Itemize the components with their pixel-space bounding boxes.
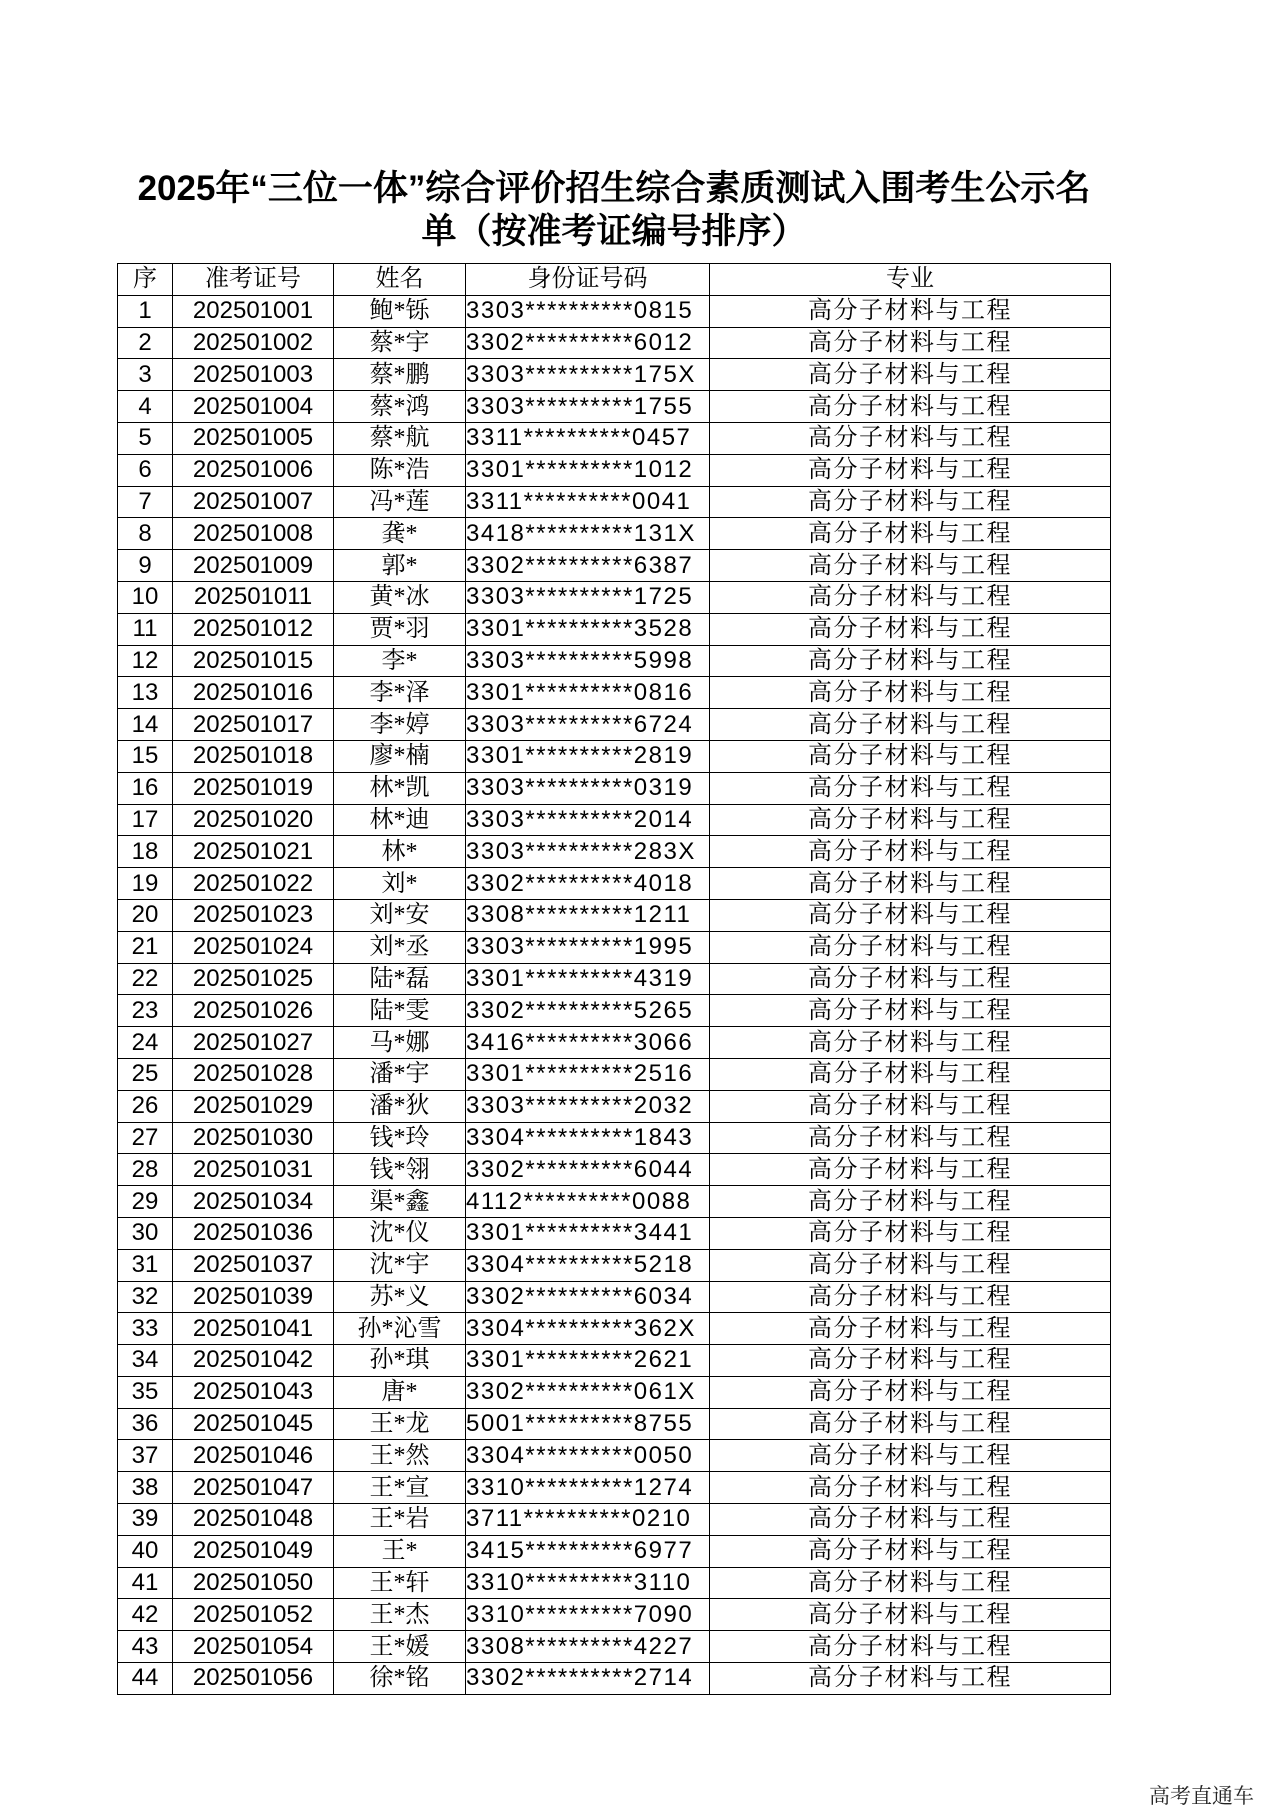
cell-seq: 32 (118, 1281, 173, 1313)
cell-major: 高分子材料与工程 (710, 1376, 1111, 1408)
cell-major: 高分子材料与工程 (710, 1313, 1111, 1345)
cell-id-number: 3303**********283X (466, 836, 710, 868)
page-title-line: 2025年“三位一体”综合评价招生综合素质测试入围考生公示名 (137, 169, 1091, 208)
table-row (118, 422, 1111, 454)
table-row (118, 1217, 1111, 1249)
cell-id-number: 3301**********3441 (466, 1217, 710, 1249)
cell-exam-id: 202501004 (173, 391, 334, 423)
cell-exam-id: 202501020 (173, 804, 334, 836)
cell-id-number: 3301**********2819 (466, 740, 710, 772)
cell-exam-id: 202501046 (173, 1440, 334, 1472)
cell-seq: 9 (118, 550, 173, 582)
cell-id-number: 3302**********2714 (466, 1663, 710, 1695)
cell-exam-id: 202501007 (173, 486, 334, 518)
cell-id-number: 3303**********1995 (466, 931, 710, 963)
table-row (118, 899, 1111, 931)
cell-id-number: 3311**********0041 (466, 486, 710, 518)
footer-source-label: 高考直通车 (1149, 1785, 1254, 1808)
cell-seq: 21 (118, 931, 173, 963)
cell-name: 唐* (334, 1376, 466, 1408)
table-row (118, 1281, 1111, 1313)
cell-name: 蔡*宇 (334, 327, 466, 359)
table-row (118, 1631, 1111, 1663)
cell-major: 高分子材料与工程 (710, 1186, 1111, 1218)
cell-name: 孙*琪 (334, 1345, 466, 1377)
cell-exam-id: 202501017 (173, 709, 334, 741)
cell-exam-id: 202501050 (173, 1567, 334, 1599)
cell-major: 高分子材料与工程 (710, 963, 1111, 995)
header-exam-id: 准考证号 (173, 264, 334, 296)
cell-seq: 36 (118, 1408, 173, 1440)
cell-name: 王*杰 (334, 1599, 466, 1631)
cell-id-number: 3304**********0050 (466, 1440, 710, 1472)
cell-exam-id: 202501026 (173, 995, 334, 1027)
cell-name: 冯*莲 (334, 486, 466, 518)
header-name: 姓名 (334, 264, 466, 296)
table-row (118, 804, 1111, 836)
cell-major: 高分子材料与工程 (710, 677, 1111, 709)
cell-seq: 37 (118, 1440, 173, 1472)
cell-exam-id: 202501022 (173, 868, 334, 900)
cell-name: 王*宣 (334, 1472, 466, 1504)
cell-exam-id: 202501030 (173, 1122, 334, 1154)
cell-major: 高分子材料与工程 (710, 391, 1111, 423)
cell-name: 李*泽 (334, 677, 466, 709)
cell-exam-id: 202501031 (173, 1154, 334, 1186)
cell-seq: 10 (118, 581, 173, 613)
cell-major: 高分子材料与工程 (710, 931, 1111, 963)
header-id-number: 身份证号码 (466, 264, 710, 296)
table-row (118, 550, 1111, 582)
table-row (118, 1376, 1111, 1408)
cell-seq: 35 (118, 1376, 173, 1408)
cell-seq: 14 (118, 709, 173, 741)
table-row (118, 1186, 1111, 1218)
cell-id-number: 3310**********7090 (466, 1599, 710, 1631)
cell-name: 郭* (334, 550, 466, 582)
table-row (118, 1408, 1111, 1440)
cell-exam-id: 202501021 (173, 836, 334, 868)
table-row (118, 1535, 1111, 1567)
table-row (118, 740, 1111, 772)
table-row (118, 1567, 1111, 1599)
cell-seq: 20 (118, 899, 173, 931)
cell-major: 高分子材料与工程 (710, 1058, 1111, 1090)
table-row (118, 1122, 1111, 1154)
table-row (118, 1027, 1111, 1059)
table-row (118, 581, 1111, 613)
cell-exam-id: 202501025 (173, 963, 334, 995)
table-row (118, 1154, 1111, 1186)
cell-major: 高分子材料与工程 (710, 1090, 1111, 1122)
cell-major: 高分子材料与工程 (710, 550, 1111, 582)
cell-id-number: 3303**********2014 (466, 804, 710, 836)
cell-exam-id: 202501028 (173, 1058, 334, 1090)
cell-seq: 41 (118, 1567, 173, 1599)
cell-seq: 39 (118, 1504, 173, 1536)
cell-name: 沈*宇 (334, 1249, 466, 1281)
cell-seq: 15 (118, 740, 173, 772)
cell-id-number: 3302**********5265 (466, 995, 710, 1027)
cell-id-number: 3308**********1211 (466, 899, 710, 931)
cell-id-number: 3303**********1725 (466, 581, 710, 613)
cell-major: 高分子材料与工程 (710, 1217, 1111, 1249)
cell-name: 李* (334, 645, 466, 677)
cell-name: 蔡*鹏 (334, 359, 466, 391)
cell-name: 潘*宇 (334, 1058, 466, 1090)
cell-id-number: 3302**********6034 (466, 1281, 710, 1313)
table-row (118, 645, 1111, 677)
cell-name: 王*岩 (334, 1504, 466, 1536)
cell-major: 高分子材料与工程 (710, 327, 1111, 359)
cell-id-number: 3302**********061X (466, 1376, 710, 1408)
cell-exam-id: 202501047 (173, 1472, 334, 1504)
cell-name: 徐*铭 (334, 1663, 466, 1695)
table-row (118, 931, 1111, 963)
cell-exam-id: 202501041 (173, 1313, 334, 1345)
cell-id-number: 4112**********0088 (466, 1186, 710, 1218)
cell-major: 高分子材料与工程 (710, 1122, 1111, 1154)
cell-name: 林*凯 (334, 772, 466, 804)
cell-exam-id: 202501011 (173, 581, 334, 613)
table-row (118, 1090, 1111, 1122)
cell-exam-id: 202501039 (173, 1281, 334, 1313)
cell-exam-id: 202501054 (173, 1631, 334, 1663)
table-row (118, 1504, 1111, 1536)
cell-exam-id: 202501052 (173, 1599, 334, 1631)
cell-seq: 1 (118, 295, 173, 327)
cell-seq: 24 (118, 1027, 173, 1059)
table-row (118, 1313, 1111, 1345)
cell-id-number: 3303**********0815 (466, 295, 710, 327)
cell-seq: 19 (118, 868, 173, 900)
cell-id-number: 3310**********1274 (466, 1472, 710, 1504)
cell-seq: 7 (118, 486, 173, 518)
cell-major: 高分子材料与工程 (710, 1281, 1111, 1313)
cell-exam-id: 202501048 (173, 1504, 334, 1536)
cell-id-number: 3303**********6724 (466, 709, 710, 741)
cell-major: 高分子材料与工程 (710, 1663, 1111, 1695)
cell-exam-id: 202501001 (173, 295, 334, 327)
cell-seq: 31 (118, 1249, 173, 1281)
cell-seq: 26 (118, 1090, 173, 1122)
cell-exam-id: 202501023 (173, 899, 334, 931)
table-row (118, 836, 1111, 868)
cell-major: 高分子材料与工程 (710, 1408, 1111, 1440)
table-row (118, 1440, 1111, 1472)
cell-major: 高分子材料与工程 (710, 359, 1111, 391)
cell-name: 刘* (334, 868, 466, 900)
table-row (118, 868, 1111, 900)
cell-exam-id: 202501018 (173, 740, 334, 772)
cell-name: 刘*丞 (334, 931, 466, 963)
table-row (118, 613, 1111, 645)
cell-major: 高分子材料与工程 (710, 709, 1111, 741)
cell-major: 高分子材料与工程 (710, 740, 1111, 772)
page-title-line: 单（按准考证编号排序） (421, 212, 807, 251)
cell-id-number: 3301**********4319 (466, 963, 710, 995)
cell-seq: 30 (118, 1217, 173, 1249)
cell-exam-id: 202501042 (173, 1345, 334, 1377)
table-row (118, 1058, 1111, 1090)
cell-seq: 23 (118, 995, 173, 1027)
table-row (118, 677, 1111, 709)
cell-major: 高分子材料与工程 (710, 1599, 1111, 1631)
cell-name: 廖*楠 (334, 740, 466, 772)
cell-major: 高分子材料与工程 (710, 1154, 1111, 1186)
cell-id-number: 3303**********1755 (466, 391, 710, 423)
table-row (118, 995, 1111, 1027)
cell-name: 龚* (334, 518, 466, 550)
cell-exam-id: 202501045 (173, 1408, 334, 1440)
cell-exam-id: 202501016 (173, 677, 334, 709)
cell-id-number: 3302**********6387 (466, 550, 710, 582)
cell-name: 刘*安 (334, 899, 466, 931)
cell-id-number: 3302**********4018 (466, 868, 710, 900)
cell-major: 高分子材料与工程 (710, 581, 1111, 613)
cell-id-number: 3303**********175X (466, 359, 710, 391)
cell-seq: 40 (118, 1535, 173, 1567)
cell-exam-id: 202501029 (173, 1090, 334, 1122)
table-row (118, 1472, 1111, 1504)
cell-exam-id: 202501027 (173, 1027, 334, 1059)
cell-seq: 22 (118, 963, 173, 995)
cell-seq: 11 (118, 613, 173, 645)
cell-major: 高分子材料与工程 (710, 1504, 1111, 1536)
cell-seq: 8 (118, 518, 173, 550)
cell-id-number: 3301**********2621 (466, 1345, 710, 1377)
cell-name: 苏*义 (334, 1281, 466, 1313)
cell-id-number: 3301**********0816 (466, 677, 710, 709)
cell-name: 马*娜 (334, 1027, 466, 1059)
cell-name: 李*婷 (334, 709, 466, 741)
cell-major: 高分子材料与工程 (710, 868, 1111, 900)
cell-seq: 25 (118, 1058, 173, 1090)
cell-id-number: 5001**********8755 (466, 1408, 710, 1440)
cell-seq: 28 (118, 1154, 173, 1186)
cell-name: 沈*仪 (334, 1217, 466, 1249)
cell-name: 林*迪 (334, 804, 466, 836)
cell-name: 王*龙 (334, 1408, 466, 1440)
cell-major: 高分子材料与工程 (710, 899, 1111, 931)
cell-name: 黄*冰 (334, 581, 466, 613)
cell-name: 陈*浩 (334, 454, 466, 486)
cell-id-number: 3416**********3066 (466, 1027, 710, 1059)
cell-exam-id: 202501002 (173, 327, 334, 359)
cell-major: 高分子材料与工程 (710, 1249, 1111, 1281)
cell-exam-id: 202501005 (173, 422, 334, 454)
table-row (118, 963, 1111, 995)
cell-seq: 33 (118, 1313, 173, 1345)
cell-id-number: 3304**********1843 (466, 1122, 710, 1154)
cell-name: 钱*翎 (334, 1154, 466, 1186)
cell-id-number: 3304**********362X (466, 1313, 710, 1345)
cell-seq: 43 (118, 1631, 173, 1663)
cell-exam-id: 202501056 (173, 1663, 334, 1695)
cell-name: 渠*鑫 (334, 1186, 466, 1218)
cell-major: 高分子材料与工程 (710, 836, 1111, 868)
cell-name: 贾*羽 (334, 613, 466, 645)
cell-id-number: 3415**********6977 (466, 1535, 710, 1567)
cell-seq: 13 (118, 677, 173, 709)
cell-id-number: 3303**********0319 (466, 772, 710, 804)
cell-name: 钱*玲 (334, 1122, 466, 1154)
cell-seq: 42 (118, 1599, 173, 1631)
cell-major: 高分子材料与工程 (710, 454, 1111, 486)
table-row (118, 359, 1111, 391)
cell-name: 鲍*铄 (334, 295, 466, 327)
cell-id-number: 3303**********5998 (466, 645, 710, 677)
page-title (114, 167, 1114, 253)
table-row (118, 295, 1111, 327)
cell-name: 王*媛 (334, 1631, 466, 1663)
cell-major: 高分子材料与工程 (710, 1027, 1111, 1059)
cell-major: 高分子材料与工程 (710, 422, 1111, 454)
cell-seq: 29 (118, 1186, 173, 1218)
table-row (118, 1345, 1111, 1377)
cell-major: 高分子材料与工程 (710, 1345, 1111, 1377)
table-header-row (118, 264, 1111, 296)
cell-exam-id: 202501036 (173, 1217, 334, 1249)
cell-major: 高分子材料与工程 (710, 995, 1111, 1027)
header-seq: 序 (118, 264, 173, 296)
cell-exam-id: 202501009 (173, 550, 334, 582)
cell-seq: 27 (118, 1122, 173, 1154)
cell-exam-id: 202501043 (173, 1376, 334, 1408)
cell-exam-id: 202501006 (173, 454, 334, 486)
cell-id-number: 3302**********6044 (466, 1154, 710, 1186)
table-row (118, 391, 1111, 423)
cell-id-number: 3310**********3110 (466, 1567, 710, 1599)
cell-name: 孙*沁雪 (334, 1313, 466, 1345)
cell-seq: 3 (118, 359, 173, 391)
cell-seq: 34 (118, 1345, 173, 1377)
table-row (118, 327, 1111, 359)
cell-seq: 6 (118, 454, 173, 486)
cell-seq: 4 (118, 391, 173, 423)
cell-seq: 44 (118, 1663, 173, 1695)
table-row (118, 486, 1111, 518)
table-row (118, 709, 1111, 741)
cell-seq: 12 (118, 645, 173, 677)
cell-id-number: 3304**********5218 (466, 1249, 710, 1281)
cell-exam-id: 202501024 (173, 931, 334, 963)
cell-major: 高分子材料与工程 (710, 1535, 1111, 1567)
cell-name: 潘*狄 (334, 1090, 466, 1122)
cell-name: 陆*磊 (334, 963, 466, 995)
cell-name: 蔡*鸿 (334, 391, 466, 423)
cell-major: 高分子材料与工程 (710, 645, 1111, 677)
table-body (118, 295, 1111, 1694)
cell-exam-id: 202501034 (173, 1186, 334, 1218)
cell-id-number: 3418**********131X (466, 518, 710, 550)
cell-seq: 38 (118, 1472, 173, 1504)
cell-seq: 18 (118, 836, 173, 868)
cell-seq: 17 (118, 804, 173, 836)
cell-id-number: 3301**********2516 (466, 1058, 710, 1090)
cell-major: 高分子材料与工程 (710, 613, 1111, 645)
table-row (118, 1599, 1111, 1631)
cell-name: 王*然 (334, 1440, 466, 1472)
cell-name: 蔡*航 (334, 422, 466, 454)
cell-id-number: 3301**********1012 (466, 454, 710, 486)
cell-major: 高分子材料与工程 (710, 1631, 1111, 1663)
cell-id-number: 3711**********0210 (466, 1504, 710, 1536)
cell-seq: 5 (118, 422, 173, 454)
cell-id-number: 3301**********3528 (466, 613, 710, 645)
cell-exam-id: 202501037 (173, 1249, 334, 1281)
table-row (118, 1249, 1111, 1281)
cell-id-number: 3303**********2032 (466, 1090, 710, 1122)
table-row (118, 454, 1111, 486)
header-major: 专业 (710, 264, 1111, 296)
cell-major: 高分子材料与工程 (710, 1472, 1111, 1504)
cell-name: 陆*雯 (334, 995, 466, 1027)
cell-exam-id: 202501049 (173, 1535, 334, 1567)
cell-name: 王*轩 (334, 1567, 466, 1599)
table-row (118, 1663, 1111, 1695)
cell-id-number: 3308**********4227 (466, 1631, 710, 1663)
cell-name: 王* (334, 1535, 466, 1567)
cell-name: 林* (334, 836, 466, 868)
cell-exam-id: 202501012 (173, 613, 334, 645)
cell-major: 高分子材料与工程 (710, 1567, 1111, 1599)
table-row (118, 518, 1111, 550)
cell-seq: 2 (118, 327, 173, 359)
cell-major: 高分子材料与工程 (710, 1440, 1111, 1472)
cell-exam-id: 202501008 (173, 518, 334, 550)
table-row (118, 772, 1111, 804)
cell-major: 高分子材料与工程 (710, 804, 1111, 836)
cell-major: 高分子材料与工程 (710, 518, 1111, 550)
candidate-table (117, 263, 1111, 1695)
cell-seq: 16 (118, 772, 173, 804)
cell-major: 高分子材料与工程 (710, 486, 1111, 518)
cell-exam-id: 202501015 (173, 645, 334, 677)
cell-id-number: 3302**********6012 (466, 327, 710, 359)
cell-exam-id: 202501003 (173, 359, 334, 391)
cell-exam-id: 202501019 (173, 772, 334, 804)
cell-id-number: 3311**********0457 (466, 422, 710, 454)
cell-major: 高分子材料与工程 (710, 772, 1111, 804)
cell-major: 高分子材料与工程 (710, 295, 1111, 327)
